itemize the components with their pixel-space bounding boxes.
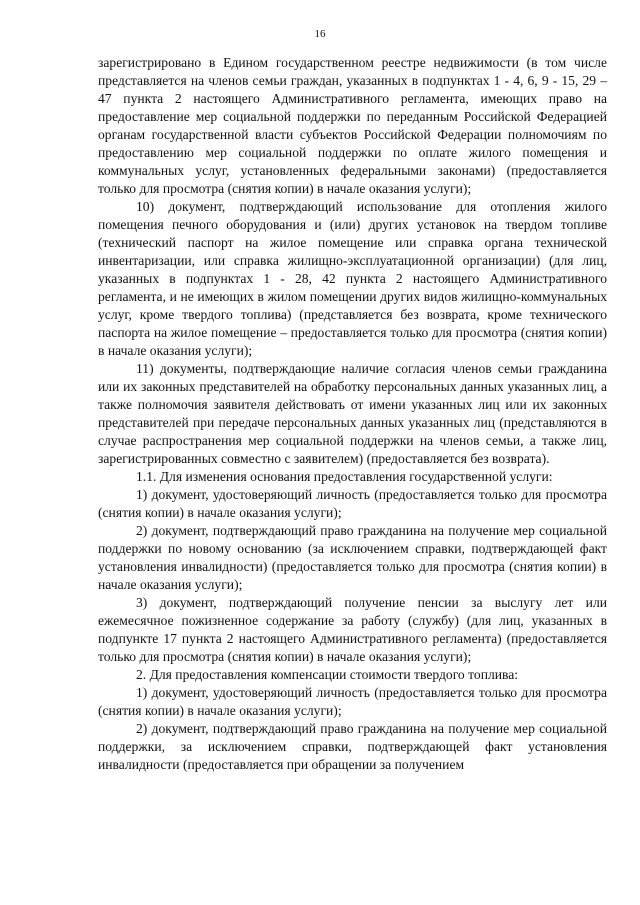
paragraph-section-1-1: 1.1. Для изменения основания предоставления государственной услуги: <box>136 469 553 484</box>
paragraph-item-9-continuation: зарегистрировано в Едином государственном реестре недвижимости (в том числе представляется на членов семьи граждан, указанных в подпунктах 1 - 4, 6, 9 - 15, 29 – 47 пункта 2 настоящего Административного регламента, имеющих право на предоставление мер социальной поддержки по переданным Российской Федерацией органам государственной власти субъектов Российской Федерации полномочиям по предоставлению мер социальной поддержки по оплате жилого помещения и коммунальных услуг, установленных федеральными законами) (предоставляется только для просмотра (снятия копии) в начале оказания услуги); <box>98 55 607 196</box>
page-number: 16 <box>314 28 326 40</box>
paragraph-section-1-1-item-1: 1) документ, удостоверяющий личность (предоставляется только для просмотра (снятия копии) в начале оказания услуги); <box>98 487 607 520</box>
paragraph-section-2-item-2: 2) документ, подтверждающий право гражданина на получение мер социальной поддержки, за исключением справки, подтверждающей факт установления инвалидности (предоставляется при обращении за получением <box>98 721 607 772</box>
paragraph-section-2: 2. Для предоставления компенсации стоимости твердого топлива: <box>136 667 519 682</box>
paragraph-item-10: 10) документ, подтверждающий использование для отопления жилого помещения печного оборудования и (или) других установок на твердом топливе (технический паспорт на жилое помещение или справка органа технической инвентаризации, или справка жилищно-эксплуатационной организации) (для лиц, указанных в подпунктах 1 - 28, 42 пункта 2 настоящего Административного регламента, и не имеющих в жилом помещении других видов жилищно-коммунальных услуг, кроме твердого топлива) (представляется без возврата, кроме технического паспорта на жилое помещение – предоставляется только для просмотра (снятия копии) в начале оказания услуги); <box>98 199 607 358</box>
paragraph-section-1-1-item-2: 2) документ, подтверждающий право гражданина на получение мер социальной поддержки по новому основанию (за исключением справки, подтверждающей факт установления инвалидности) (предоставляется только для просмотра (снятия копии) в начале оказания услуги); <box>98 523 607 592</box>
paragraph-section-2-item-1: 1) документ, удостоверяющий личность (предоставляется только для просмотра (снятия копии) в начале оказания услуги); <box>98 685 607 718</box>
paragraph-section-1-1-item-3: 3) документ, подтверждающий получение пенсии за выслугу лет или ежемесячное пожизненное содержание за работу (службу) (для лиц, указанных в подпункте 17 пункта 2 настоящего Административного регламента) (предоставляется только для просмотра (снятия копии) в начале оказания услуги); <box>98 595 607 664</box>
paragraph-item-11: 11) документы, подтверждающие наличие согласия членов семьи гражданина или их законных представителей на обработку персональных данных указанных лиц, а также полномочия заявителя действовать от имени указанных лиц или их законных представителей при передаче персональных данных указанных лиц (представляются в случае распространения мер социальной поддержки на членов семьи, а также лиц, зарегистрированных совместно с заявителем) (предоставляется без возврата). <box>98 361 607 466</box>
document-body <box>98 54 607 774</box>
